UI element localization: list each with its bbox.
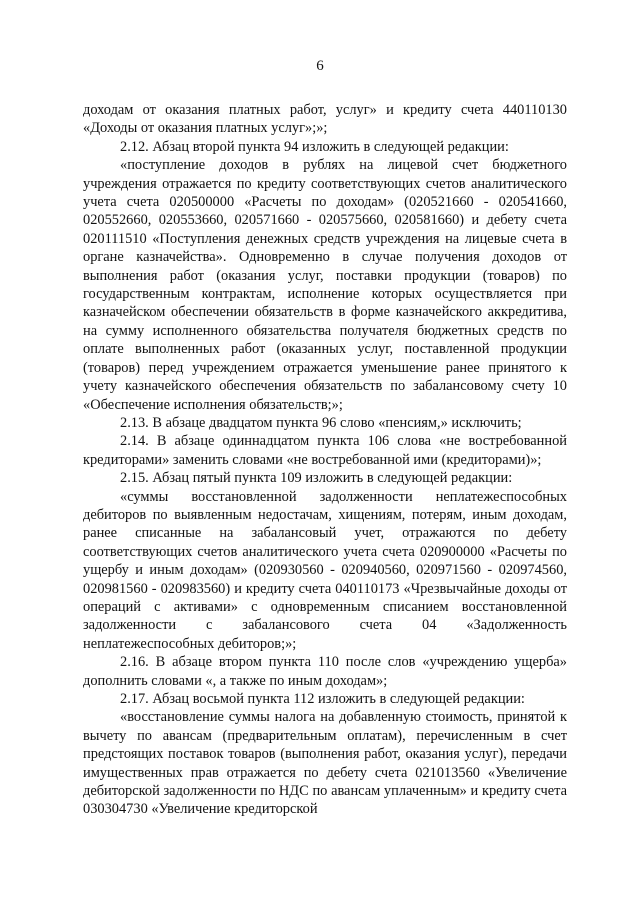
paragraph-continuation: доходам от оказания платных работ, услуг» и кредиту счета 440110130 «Доходы от оказания платных услуг»;»; (83, 102, 567, 137)
paragraph-2-17-heading: 2.17. Абзац восьмой пункта 112 изложить в следующей редакции: (120, 691, 525, 707)
paragraph-2-15-text: «суммы восстановленной задолженности неплатежеспособных дебиторов по выявленным недостачам, хищениям, потерям, иным доходам, ранее списанные на забалансовый учет, отражаются по дебету соответствующих счетов аналитического учета счета 020900000 «Расчеты по ущербу и иным доходам» (020930560 - 020940560, 020971560 - 020974560, 020981560 - 020983560) и кредиту счета 040110173 «Чрезвычайные доходы от операций с активами» с одновременным списанием восстановленной задолженности с забалансового счета 04 «Задолженность неплатежеспособных дебиторов;»; (83, 488, 567, 652)
paragraph-2-13: 2.13. В абзаце двадцатом пункта 96 слово «пенсиям,» исключить; (120, 414, 522, 431)
paragraph-2-17-text: «восстановление суммы налога на добавленную стоимость, принятой к вычету по авансам (предварительным оплатам), перечисленным в счет предстоящих поставок товаров (выполнения работ, оказания услуг), передачи имущественных прав отражается по дебету счета 021013560 «Увеличение дебиторской задолженности по НДС по авансам уплаченным» и кредиту счета 030304730 «Увеличение кредиторской (83, 709, 567, 818)
paragraph-2-12-text: «поступление доходов в рублях на лицевой счет бюджетного учреждения отражается по кредиту соответствующих счетов аналитического учета счета 020500000 «Расчеты по доходам» (020521660 - 020541660, 020552660, 020553660, 020571660 - 020575660, 020581660) и дебету счета 020111510 «Поступления денежных средств учреждения на лицевые счета в органе казначейства». Одновременно в случае получения доходов от выполнения работ (оказания услуг, поставки продукции (товаров) по государственным контрактам, исполнение которых осуществляется при казначейском обеспечении обязательств в форме казначейского аккредитива, на сумму исполненного обязательства получателя бюджетных средств по оплате выполненных работ (оказанных услуг, поставленной продукции (товаров) перед учреждением отражается уменьшение ранее принятого к учету казначейского обеспечения обязательств по забалансовому счету 10 «Обеспечение исполнения обязательств;»; (83, 157, 567, 413)
paragraph-2-14: 2.14. В абзаце одиннадцатом пункта 106 слова «не востребованной кредиторами» заменить словами «не востребованной ими (кредиторами)»; (83, 433, 567, 468)
paragraph-2-12-heading: 2.12. Абзац второй пункта 94 изложить в следующей редакции: (120, 138, 509, 155)
paragraph-2-16: 2.16. В абзаце втором пункта 110 после слов «учреждению ущерба» дополнить словами «, а также по иным доходам»; (83, 654, 567, 689)
page-number: 6 (316, 58, 324, 74)
paragraph-2-15-heading: 2.15. Абзац пятый пункта 109 изложить в следующей редакции: (120, 470, 513, 487)
document-body (83, 101, 567, 819)
